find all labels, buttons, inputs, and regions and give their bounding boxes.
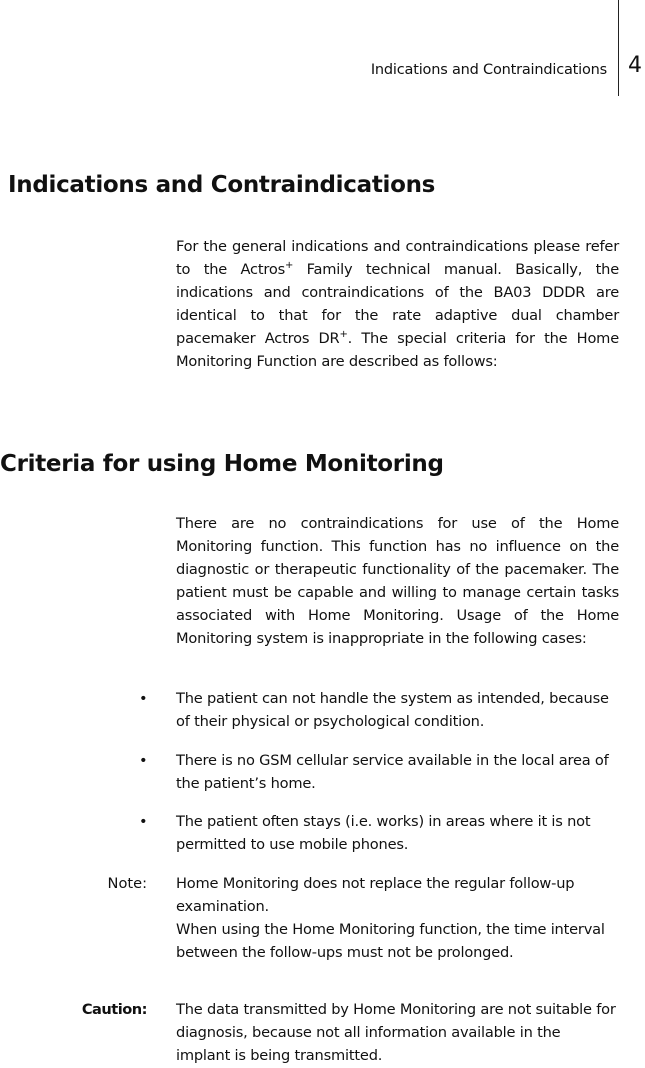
criteria-paragraph: There are no contraindications for use of the Home Monitoring function. This function has no influence on the diagnostic or therapeutic functionality of the pacemaker. The patient must be capable and willing to manage certain tasks associated with Home Monitoring. Usage of the Home Monitoring system is inappropriate in the following cases:	[176, 515, 619, 647]
section-heading-criteria: Criteria for using Home Monitoring	[0, 451, 444, 477]
note-text	[176, 873, 616, 965]
section-heading-indications: Indications and Contraindications	[8, 172, 436, 198]
bullet-dot-icon: •	[139, 813, 148, 830]
list-item-text: There is no GSM cellular service available in the local area of the patient’s home.	[176, 752, 609, 792]
list-item-text: The patient often stays (i.e. works) in areas where it is not permitted to use mobile phones.	[176, 813, 591, 853]
bullet-dot-icon: •	[139, 690, 148, 707]
chapter-number: 4	[628, 53, 642, 78]
running-header-title: Indications and Contraindications	[370, 62, 607, 78]
note-line-1: Home Monitoring does not replace the regular follow-up examination.	[176, 875, 575, 915]
intro-text-part1: For the general indications and contraindications please refer to the Actros	[176, 238, 619, 278]
intro-text-part2: Family technical manual. Basically, the indications and contraindications of the BA03 DDDR are identical to that for the rate adaptive dual chamber pacemaker Actros DR	[176, 260, 619, 347]
list-item-text: The patient can not handle the system as intended, because of their physical or psychological condition.	[176, 690, 609, 730]
bullet-dot-icon: •	[139, 752, 148, 769]
intro-text-part3: . The special criteria for the Home Monitoring Function are described as follows:	[176, 329, 619, 370]
caution-label: Caution:	[81, 1001, 147, 1018]
intro-paragraph	[176, 236, 619, 373]
note-label: Note:	[107, 875, 147, 892]
superscript-plus: +	[339, 328, 348, 340]
note-line-2: When using the Home Monitoring function, the time interval between the follow-ups must not be prolonged.	[176, 920, 605, 961]
superscript-plus: +	[285, 259, 294, 271]
caution-text: The data transmitted by Home Monitoring are not suitable for diagnosis, because not all information available in the implant is being transmitted.	[176, 1001, 616, 1064]
header-divider	[618, 0, 619, 96]
